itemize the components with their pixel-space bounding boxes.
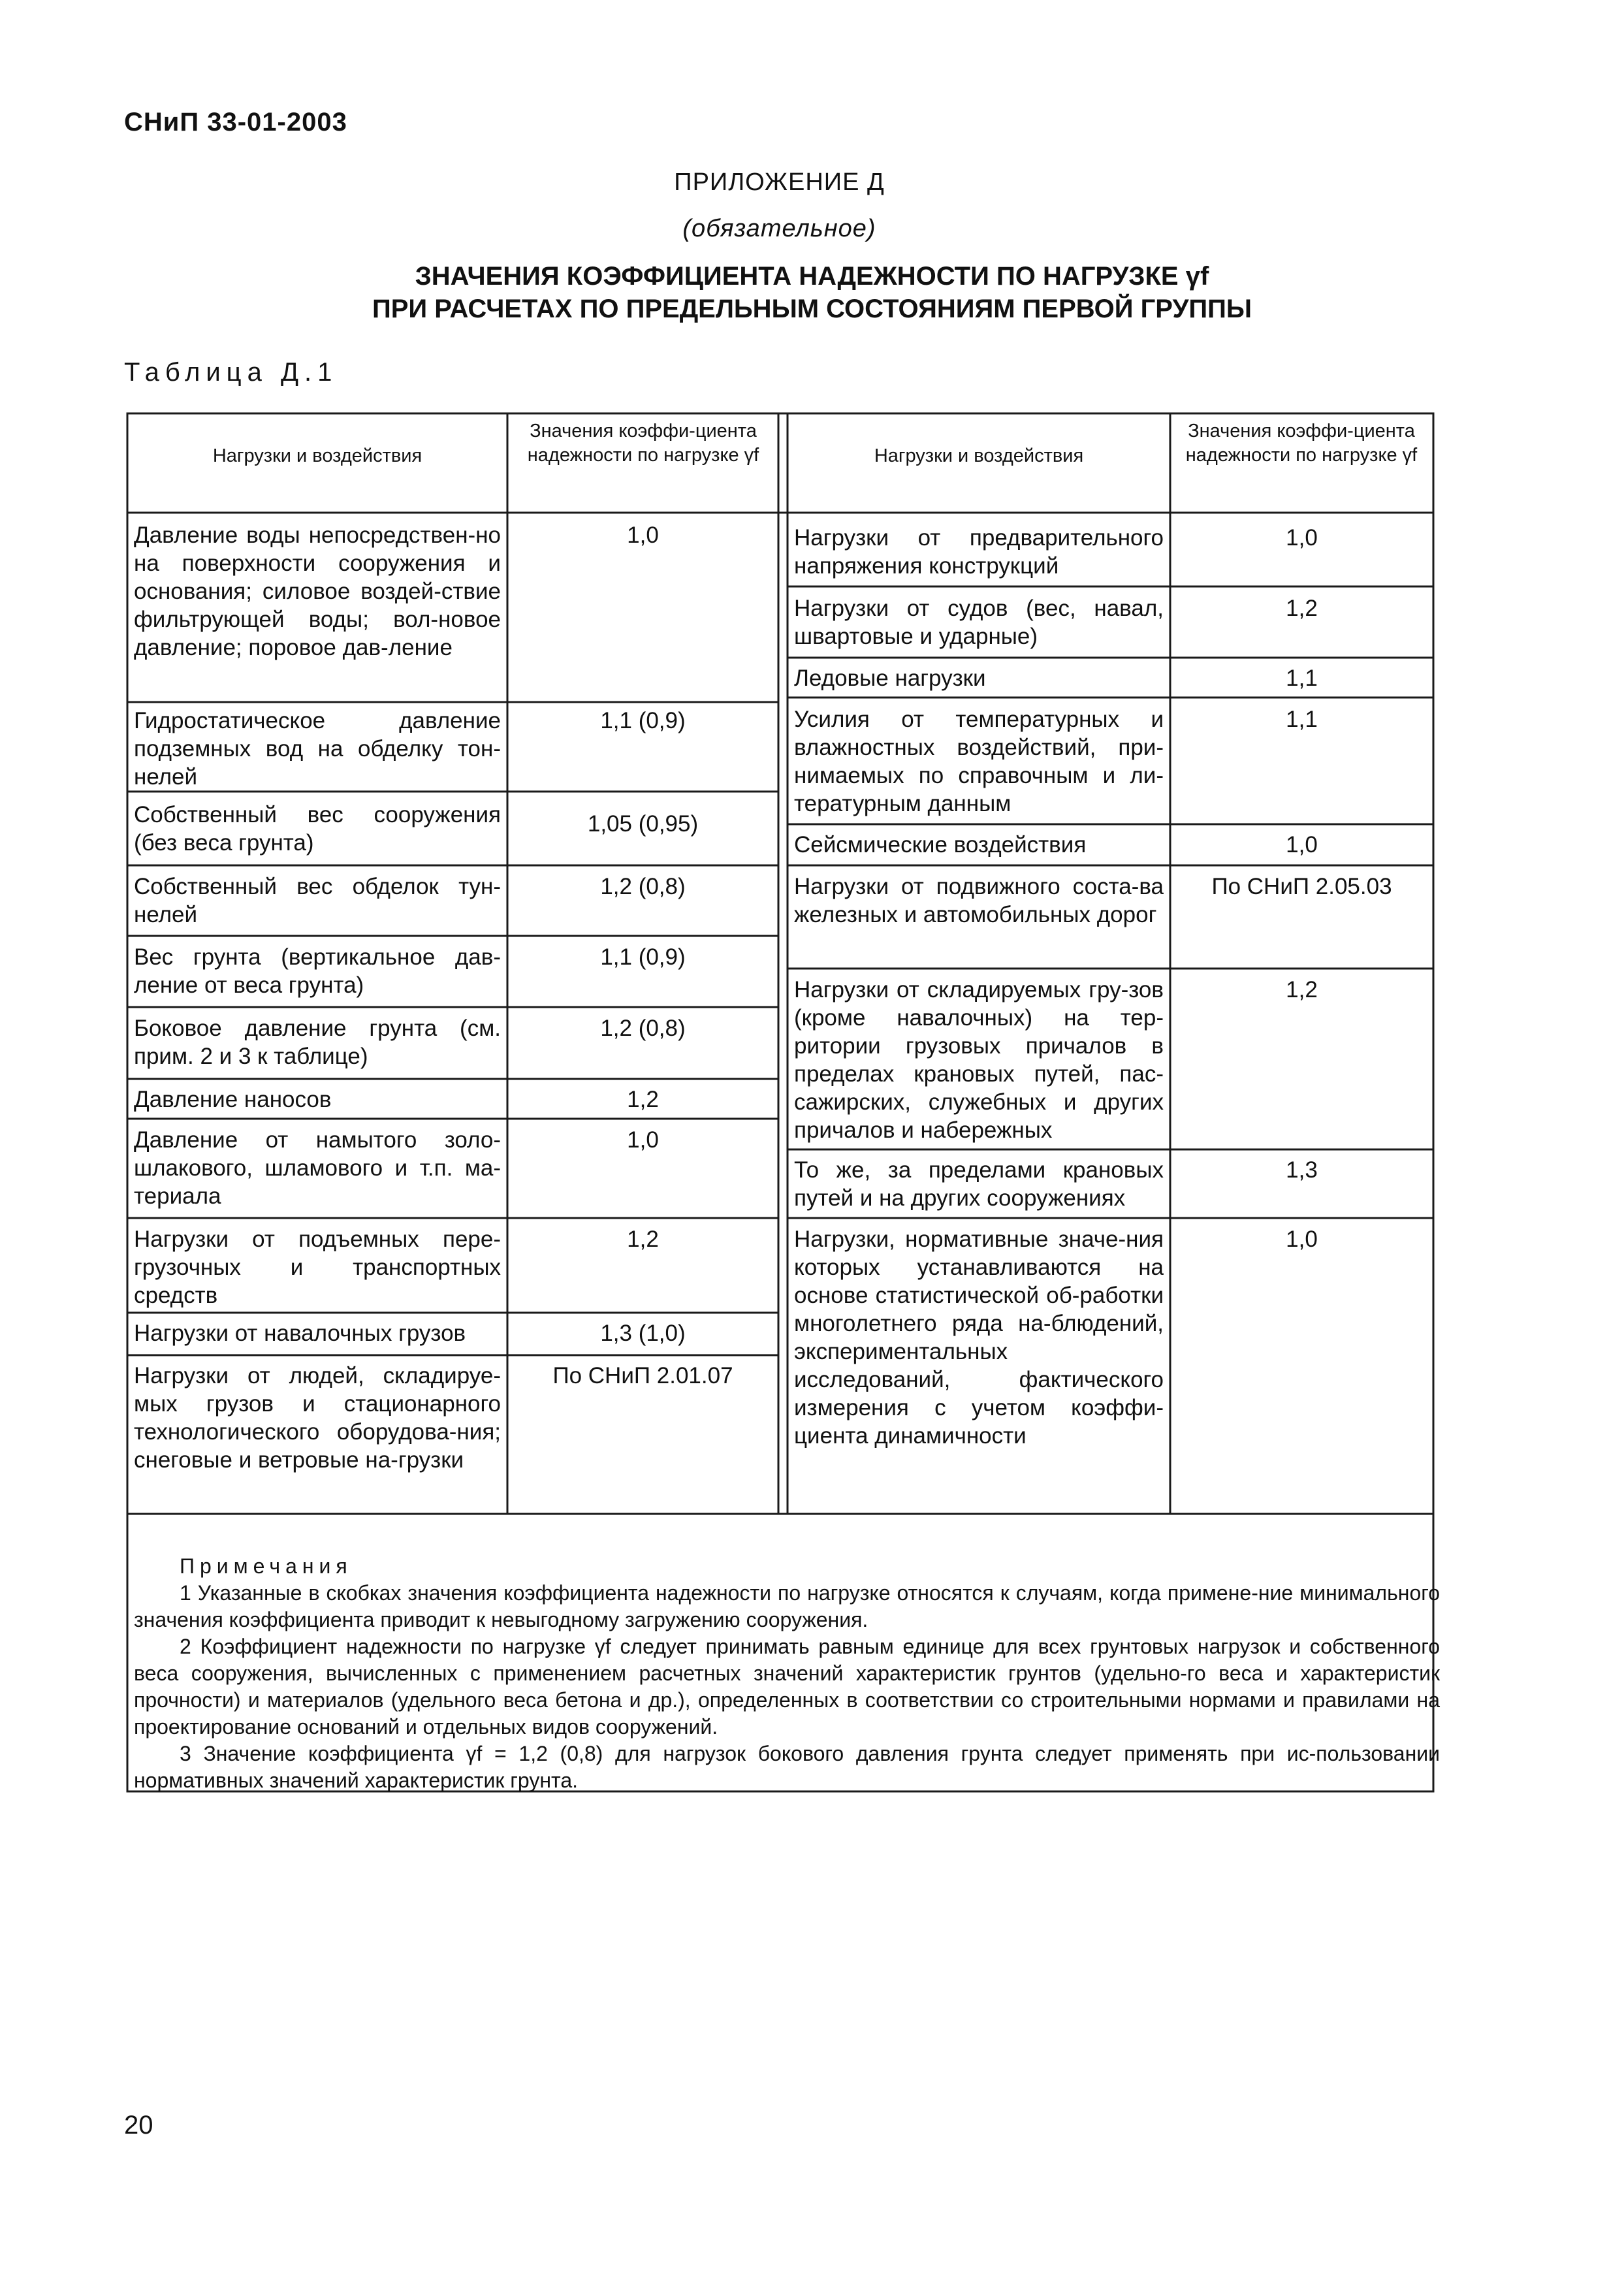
right-row-6-load: Нагрузки от подвижного соста-ва железных и автомобильных дорог <box>794 874 1164 927</box>
notes-title: Примечания <box>180 1554 353 1578</box>
right-row-8-load: То же, за пределами крановых путей и на других сооружениях <box>794 1157 1164 1211</box>
left-row-11-value: По СНиП 2.01.07 <box>552 1363 733 1388</box>
right-row-2-load: Нагрузки от судов (вес, навал, швартовые и ударные) <box>794 596 1164 649</box>
right-row-3-value: 1,1 <box>1286 665 1318 691</box>
left-row-6-value: 1,2 (0,8) <box>600 1016 686 1041</box>
left-row-3-value: 1,05 (0,95) <box>587 811 699 837</box>
document-code: СНиП 33-01-2003 <box>124 108 347 136</box>
appendix-status: (обязательное) <box>682 215 876 242</box>
right-row-7-value: 1,2 <box>1286 977 1318 1002</box>
right-row-8-value: 1,3 <box>1286 1157 1318 1183</box>
header-loads-left: Нагрузки и воздействия <box>212 445 422 466</box>
right-row-5-value: 1,0 <box>1286 832 1318 858</box>
left-row-7-load: Давление наносов <box>134 1087 332 1112</box>
left-row-3-load: Собственный вес сооружения (без веса грунта) <box>134 802 501 856</box>
right-row-6-value: По СНиП 2.05.03 <box>1211 874 1392 899</box>
right-row-4-load: Усилия от температурных и влажностных воздействий, при-нимаемых по справочным и ли-тературным данным <box>794 707 1164 816</box>
left-row-9-value: 1,2 <box>627 1227 659 1252</box>
left-row-8-value: 1,0 <box>627 1127 659 1153</box>
right-row-7-load: Нагрузки от складируемых гру-зов (кроме навалочных) на тер-ритории грузовых причалов в пределах крановых путей, пас-сажирских, служебных и других причалов и набережных <box>794 977 1164 1143</box>
header-loads-right: Нагрузки и воздействия <box>874 445 1084 466</box>
right-row-2-value: 1,2 <box>1286 596 1318 621</box>
right-row-3-load: Ледовые нагрузки <box>794 665 986 691</box>
left-row-4-load: Собственный вес обделок тун-нелей <box>134 874 501 927</box>
note-1: 1 Указанные в скобках значения коэффициента надежности по нагрузке относятся к случаям, когда примене-ние минимального значения коэффициента приводит к невыгодному загружению сооружения. <box>134 1581 1440 1631</box>
left-row-4-value: 1,2 (0,8) <box>600 874 686 899</box>
left-row-1-load: Давление воды непосредствен-но на поверхности сооружения и основания; силовое воздей-ствие фильтрующей воды; вол-новое давление; поровое дав-ление <box>134 522 501 660</box>
title-line-1: ЗНАЧЕНИЯ КОЭФФИЦИЕНТА НАДЕЖНОСТИ ПО НАГРУЗКЕ γf <box>415 262 1209 291</box>
right-row-9-value: 1,0 <box>1286 1227 1318 1252</box>
appendix-label: ПРИЛОЖЕНИЕ Д <box>674 168 885 196</box>
note-3: 3 Значение коэффициента γf = 1,2 (0,8) для нагрузок бокового давления грунта следует применять при ис-пользовании нормативных значений характеристик грунта. <box>134 1742 1440 1792</box>
header-coef-left: Значения коэффи-циента надежности по нагрузке γf <box>527 421 759 466</box>
right-row-1-value: 1,0 <box>1286 525 1318 551</box>
left-row-1-value: 1,0 <box>627 522 659 548</box>
left-row-5-load: Вес грунта (вертикальное дав-ление от веса грунта) <box>134 944 501 998</box>
left-row-11-load: Нагрузки от людей, складируе-мых грузов и стационарного технологического оборудова-ния; снеговые и ветровые на-грузки <box>134 1363 501 1473</box>
left-row-2-value: 1,1 (0,9) <box>600 708 686 733</box>
left-row-9-load: Нагрузки от подъемных пере-грузочных и транспортных средств <box>134 1227 501 1308</box>
right-row-9-load: Нагрузки, нормативные значе-ния которых устанавливаются на основе статистической об-работки многолетнего ряда на-блюдений, экспериментальных исследований, фактического измерения с учетом коэффи-циента динамичности <box>794 1227 1164 1449</box>
left-row-10-load: Нагрузки от навалочных грузов <box>134 1321 466 1346</box>
left-row-5-value: 1,1 (0,9) <box>600 944 686 970</box>
left-row-8-load: Давление от намытого золо-шлакового, шламового и т.п. ма-териала <box>134 1127 501 1209</box>
right-row-4-value: 1,1 <box>1286 707 1318 732</box>
page-number: 20 <box>124 2111 153 2140</box>
right-row-1-load: Нагрузки от предварительного напряжения конструкций <box>794 525 1164 579</box>
table-label: Таблица Д.1 <box>124 358 338 387</box>
note-2: 2 Коэффициент надежности по нагрузке γf следует принимать равным единице для всех грунтовых нагрузок и собственного веса сооружения, вычисленных с применением расчетных значений характеристик грунтов (удельно-го веса и характеристик прочности) и материалов (удельного веса бетона и др.), определенных в соответствии со строительными нормами и правилами на проектирование оснований и отдельных видов сооружений. <box>134 1635 1440 1739</box>
right-row-5-load: Сейсмические воздействия <box>794 832 1087 858</box>
header-coef-right: Значения коэффи-циента надежности по нагрузке γf <box>1185 421 1418 466</box>
left-row-6-load: Боковое давление грунта (см. прим. 2 и 3 к таблице) <box>134 1016 501 1069</box>
left-row-10-value: 1,3 (1,0) <box>600 1321 686 1346</box>
left-row-7-value: 1,2 <box>627 1087 659 1112</box>
title-line-2: ПРИ РАСЧЕТАХ ПО ПРЕДЕЛЬНЫМ СОСТОЯНИЯМ ПЕРВОЙ ГРУППЫ <box>372 295 1252 323</box>
left-row-2-load: Гидростатическое давление подземных вод на обделку тон-нелей <box>134 708 501 790</box>
table-notes <box>134 1553 1440 1794</box>
